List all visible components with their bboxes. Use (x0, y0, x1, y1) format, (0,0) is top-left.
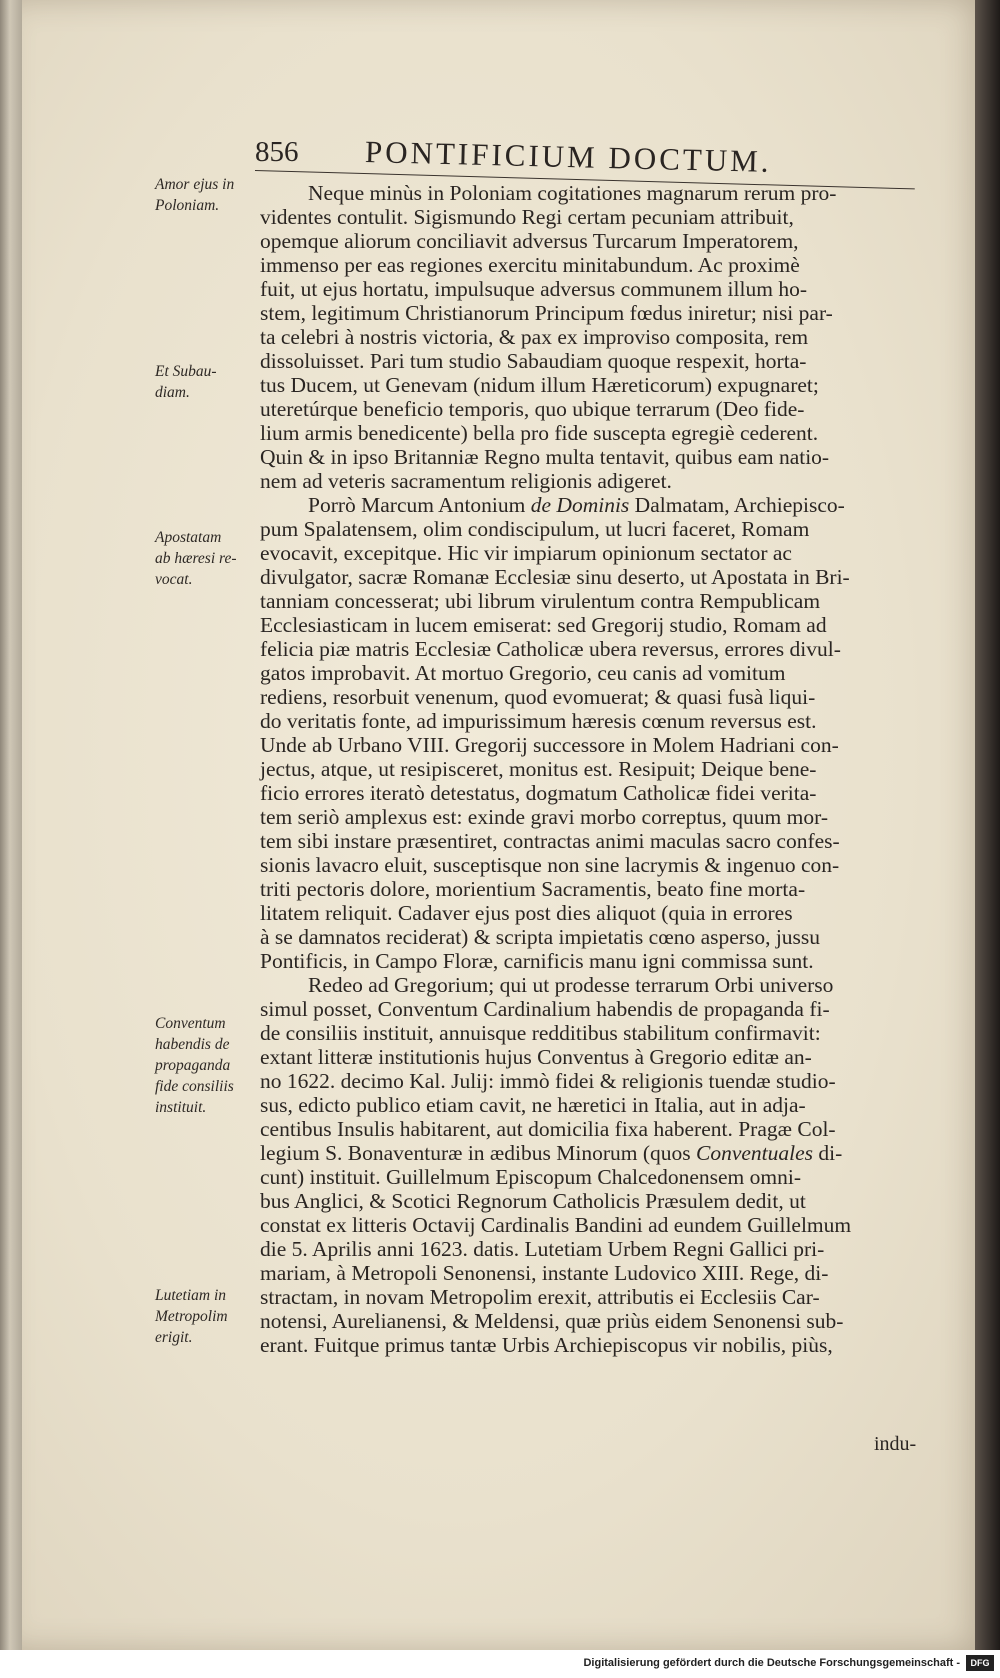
text-line: tem seriò amplexus est: exinde gravi morbo correptus, quum mor- (260, 805, 828, 829)
text-line: dissoluisset. Pari tum studio Sabaudiam quoque respexit, horta- (260, 349, 807, 373)
text-line: nem ad veteris sacramentum religionis adigeret. (260, 469, 672, 493)
text-line: gatos improbavit. At mortuo Gregorio, ceu canis ad vomitum (260, 661, 786, 685)
text-line: Ecclesiasticam in lucem emiserat: sed Gregorij studio, Romam ad (260, 613, 827, 637)
text-line: no 1622. decimo Kal. Julij: immò fidei & religionis tuendæ studio- (260, 1069, 836, 1093)
text-line: erant. Fuitque primus tantæ Urbis Archiepiscopus vir nobilis, piùs, (260, 1333, 833, 1357)
footer-credit: Digitalisierung gefördert durch die Deutsche Forschungsgemeinschaft - (583, 1657, 960, 1669)
text-line: opemque aliorum conciliavit adversus Turcarum Imperatorem, (260, 229, 799, 253)
text-line: stem, legitimum Christianorum Principum fœdus iniretur; nisi par- (260, 301, 833, 325)
text-line: pum Spalatensem, olim condiscipulum, ut lucri faceret, Romam (260, 517, 810, 541)
digitization-footer (0, 1650, 1000, 1678)
text-line: mariam, à Metropoli Senonensi, instante Ludovico XIII. Rege, di- (260, 1261, 829, 1285)
margin-note-apostate: Apostatam ab hæresi re- vocat. (155, 529, 237, 588)
text-line: Unde ab Urbano VIII. Gregorij successore in Molem Hadriani con- (260, 733, 839, 757)
text-line: sionis lavacro eluit, susceptisque non sine lacrymis & ingenuo con- (260, 853, 840, 877)
text-line: Pontificis, in Campo Floræ, carnificis manu igni commissa sunt. (260, 949, 814, 973)
text-line: do veritatis fonte, ad impurissimum hæresis cœnum reversus est. (260, 709, 817, 733)
margin-note-paris: Lutetiam in Metropolim erigit. (155, 1287, 228, 1346)
text-line: litatem reliquit. Cadaver ejus post dies aliquot (quia in errores (260, 901, 793, 925)
text-line: lium armis benedicente) bella pro fide suscepta egregiè cederent. (260, 421, 819, 445)
dfg-logo: DFG (966, 1655, 994, 1671)
text-line: tanniam concesserat; ubi librum virulentum contra Rempublicam (260, 589, 821, 613)
text-line: Neque minùs in Poloniam cogitationes magnarum rerum pro- (308, 181, 837, 205)
text-line: extant litteræ institutionis hujus Conventus à Gregorio editæ an- (260, 1045, 812, 1069)
margin-note-poland: Amor ejus in Poloniam. (155, 176, 235, 214)
text-line: à se damnatos reciderat) & scripta impietatis cœno asperso, jussu (260, 925, 821, 949)
text-line: sus, edicto publico etiam cavit, ne hæretici in Italia, aut in adja- (260, 1093, 806, 1117)
text-line: felicia piæ matris Ecclesiæ Catholicæ ubera reversus, errores divul- (260, 637, 841, 661)
text-line: fuit, ut ejus hortatu, impulsuque adversus communem illum ho- (260, 277, 807, 301)
text-line: centibus Insulis habitarent, aut domicilia fixa haberent. Pragæ Col- (260, 1117, 836, 1141)
text-line: jectus, atque, ut resipisceret, monitus est. Resipuit; Deique bene- (260, 757, 817, 781)
text-line: uteretúrque beneficio temporis, quo ubique terrarum (Deo fide- (260, 397, 805, 421)
text-line: videntes contulit. Sigismundo Regi certam pecuniam attribuit, (260, 205, 794, 229)
running-title: PONTIFICIUM DOCTUM. (364, 134, 772, 179)
page-number: 856 (255, 136, 299, 168)
text-line: tus Ducem, ut Genevam (nidum illum Hæreticorum) expugnaret; (260, 373, 819, 397)
text-line: immenso per eas regiones exercitu minitabundum. Ac proximè (260, 253, 800, 277)
text-line: evocavit, excepitque. Hic vir impiarum opinionum sectator ac (260, 541, 792, 565)
text-line: bus Anglici, & Scotici Regnorum Catholicis Præsulem dedit, ut (260, 1189, 806, 1213)
text-line: constat ex litteris Octavij Cardinalis Bandini ad eundem Guillelmum (260, 1213, 852, 1237)
page-stack-edge (0, 0, 22, 1650)
text-line: notensi, Aurelianensi, & Meldensi, quæ priùs eidem Senonensi sub- (260, 1309, 844, 1333)
margin-note-savoy: Et Subau- diam. (155, 363, 217, 401)
gutter-shadow (975, 0, 1000, 1650)
text-line: triti pectoris dolore, morientium Sacramentis, beato fine morta- (260, 877, 806, 901)
catchword: indu- (874, 1433, 917, 1455)
text-line: simul posset, Conventum Cardinalium habendis de propaganda fi- (260, 997, 830, 1021)
text-line: Quin & in ipso Britanniæ Regno multa tentavit, quibus eam natio- (260, 445, 830, 469)
text-line: stractam, in novam Metropolim erexit, attributis ei Ecclesiis Car- (260, 1285, 820, 1309)
text-line: de consiliis instituit, annuisque redditibus stabilitum confirmavit: (260, 1021, 821, 1045)
text-line: rediens, resorbuit venenum, quod evomuerat; & quasi fusà liqui- (260, 685, 816, 709)
text-line: Redeo ad Gregorium; qui ut prodesse terrarum Orbi universo (308, 973, 834, 997)
text-line: divulgator, sacræ Romanæ Ecclesiæ sinu deserto, ut Apostata in Bri- (260, 565, 850, 589)
margin-note-propaganda: Conventum habendis de propaganda fide consiliis instituit. (155, 1015, 234, 1116)
text-line: tem sibi instare præsentiret, contractas animi maculas sacro confes- (260, 829, 840, 853)
text-line: legium S. Bonaventuræ in ædibus Minorum (quos Conventuales di- (260, 1141, 843, 1165)
text-line: ta celebri à nostris victoria, & pax ex improviso composita, rem (260, 325, 809, 349)
text-line: cunt) instituit. Guillelmum Episcopum Chalcedonensem omni- (260, 1165, 802, 1189)
text-line: ficio errores iteratò detestatus, dogmatum Catholicæ fidei verita- (260, 781, 817, 805)
text-line: Porrò Marcum Antonium de Dominis Dalmatam, Archiepisco- (308, 493, 845, 517)
page-header (255, 134, 915, 179)
text-line: die 5. Aprilis anni 1623. datis. Lutetiam Urbem Regni Gallici pri- (260, 1237, 825, 1261)
